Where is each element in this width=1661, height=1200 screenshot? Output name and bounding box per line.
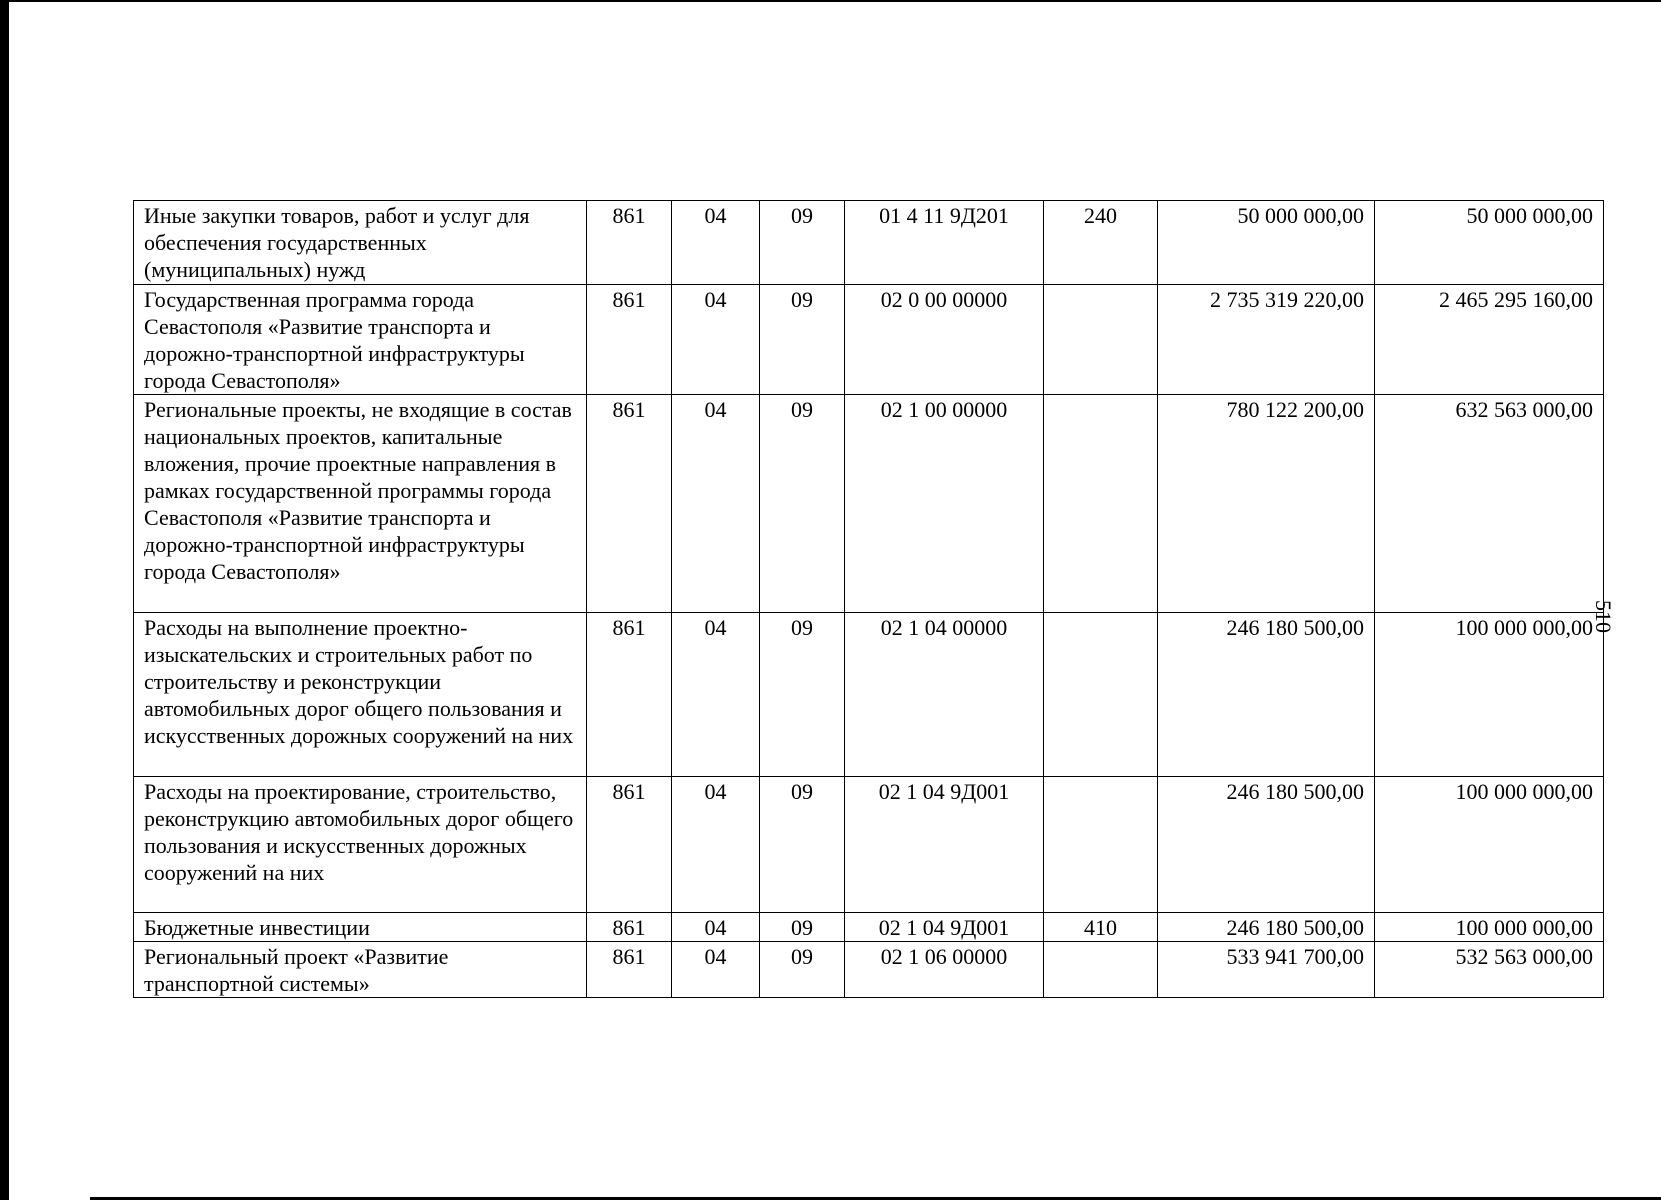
table-row [134,285,1604,395]
table-row [134,395,1604,613]
section-code-cell: 04 [672,285,760,395]
budget-table [133,200,1604,998]
amount-year2-cell: 50 000 000,00 [1375,201,1604,285]
amount-year2-cell: 532 563 000,00 [1375,942,1604,998]
grbs-code-cell: 861 [587,777,672,913]
expense-type-cell: 410 [1044,913,1158,942]
target-article-cell: 02 1 06 00000 [845,942,1044,998]
table-row [134,613,1604,777]
expense-name-cell: Расходы на выполнение проектно-изыскательских и строительных работ по строительству и реконструкции автомобильных дорог общего пользования и искусственных дорожных сооружений на них [134,613,587,777]
page-number: 510 [1591,600,1616,633]
target-article-cell: 02 1 04 00000 [845,613,1044,777]
subsection-code-cell: 09 [760,613,845,777]
expense-name-cell: Иные закупки товаров, работ и услуг для обеспечения государственных (муниципальных) нужд [134,201,587,285]
grbs-code-cell: 861 [587,395,672,613]
amount-year2-cell: 100 000 000,00 [1375,913,1604,942]
table-row [134,201,1604,285]
expense-name-cell: Региональный проект «Развитие транспортной системы» [134,942,587,998]
section-code-cell: 04 [672,201,760,285]
section-code-cell: 04 [672,777,760,913]
subsection-code-cell: 09 [760,201,845,285]
amount-year1-cell: 246 180 500,00 [1158,613,1375,777]
expense-type-cell [1044,395,1158,613]
expense-name-cell: Региональные проекты, не входящие в состав национальных проектов, капитальные вложения, прочие проектные направления в рамках государственной программы города Севастополя «Развитие транспорта и дорожно-транспортной инфраструктуры города Севастополя» [134,395,587,613]
expense-name-cell: Государственная программа города Севастополя «Развитие транспорта и дорожно-транспортной инфраструктуры города Севастополя» [134,285,587,395]
table-row [134,777,1604,913]
subsection-code-cell: 09 [760,395,845,613]
amount-year2-cell: 632 563 000,00 [1375,395,1604,613]
target-article-cell: 02 0 00 00000 [845,285,1044,395]
grbs-code-cell: 861 [587,285,672,395]
section-code-cell: 04 [672,613,760,777]
amount-year2-cell: 2 465 295 160,00 [1375,285,1604,395]
expense-type-cell [1044,942,1158,998]
table-row [134,942,1604,998]
subsection-code-cell: 09 [760,913,845,942]
amount-year1-cell: 246 180 500,00 [1158,777,1375,913]
subsection-code-cell: 09 [760,777,845,913]
target-article-cell: 02 1 04 9Д001 [845,777,1044,913]
amount-year2-cell: 100 000 000,00 [1375,777,1604,913]
scan-edge-left [0,0,9,1200]
expense-type-cell [1044,285,1158,395]
subsection-code-cell: 09 [760,285,845,395]
target-article-cell: 02 1 00 00000 [845,395,1044,613]
grbs-code-cell: 861 [587,913,672,942]
expense-type-cell [1044,777,1158,913]
expense-name-cell: Бюджетные инвестиции [134,913,587,942]
grbs-code-cell: 861 [587,942,672,998]
grbs-code-cell: 861 [587,201,672,285]
amount-year1-cell: 246 180 500,00 [1158,913,1375,942]
amount-year1-cell: 780 122 200,00 [1158,395,1375,613]
scan-edge-top [0,0,1661,2]
target-article-cell: 02 1 04 9Д001 [845,913,1044,942]
amount-year2-cell: 100 000 000,00 [1375,613,1604,777]
subsection-code-cell: 09 [760,942,845,998]
expense-type-cell: 240 [1044,201,1158,285]
section-code-cell: 04 [672,913,760,942]
amount-year1-cell: 533 941 700,00 [1158,942,1375,998]
section-code-cell: 04 [672,395,760,613]
table-row [134,913,1604,942]
expense-type-cell [1044,613,1158,777]
table-body [134,201,1604,998]
expense-name-cell: Расходы на проектирование, строительство, реконструкцию автомобильных дорог общего пользования и искусственных дорожных сооружений на них [134,777,587,913]
target-article-cell: 01 4 11 9Д201 [845,201,1044,285]
amount-year1-cell: 50 000 000,00 [1158,201,1375,285]
amount-year1-cell: 2 735 319 220,00 [1158,285,1375,395]
grbs-code-cell: 861 [587,613,672,777]
section-code-cell: 04 [672,942,760,998]
